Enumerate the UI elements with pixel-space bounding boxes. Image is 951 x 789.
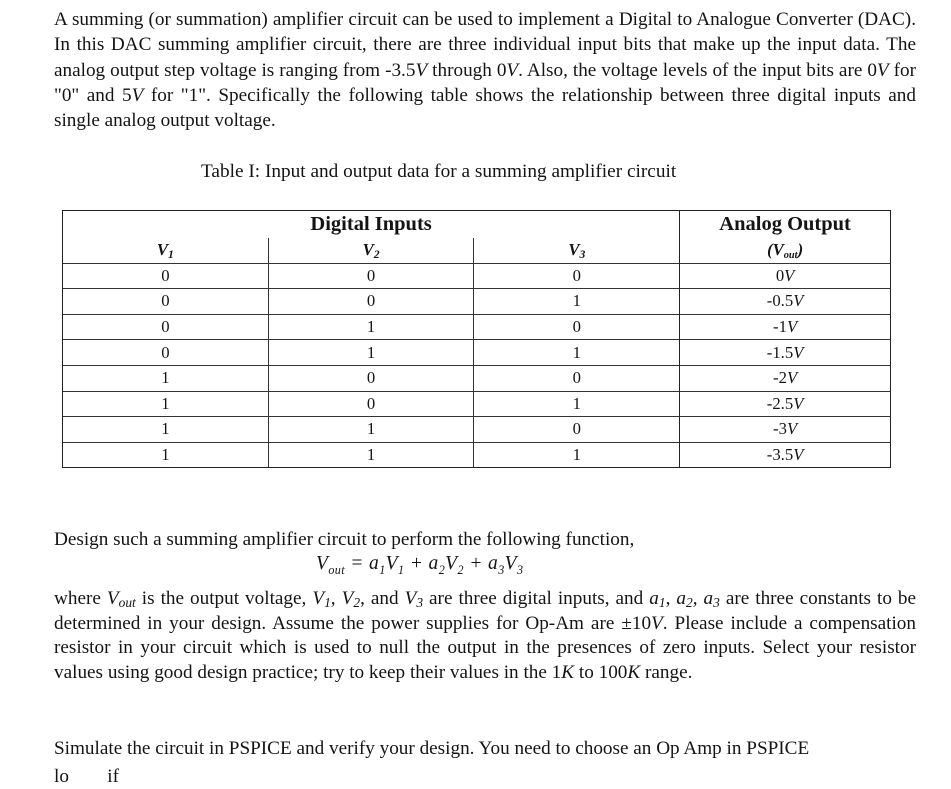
- col-vout: [680, 238, 891, 263]
- table-row: [63, 391, 891, 417]
- cell-v3: 1: [474, 391, 680, 417]
- col-v2-text: $V_2$: [362, 240, 380, 262]
- cell-out: -3V: [680, 417, 891, 443]
- cell-v1: 1: [63, 442, 269, 468]
- cut-off-line: lo if: [54, 766, 120, 787]
- cell-v2: 0: [268, 365, 474, 391]
- cell-v1: 1: [63, 391, 269, 417]
- cell-v3: 0: [474, 417, 680, 443]
- table-row: [63, 365, 891, 391]
- cell-v2: 0: [268, 263, 474, 289]
- design-instruction: Design such a summing amplifier circuit to perform the following function,: [54, 529, 635, 550]
- digital-inputs-header: Digital Inputs: [63, 211, 680, 239]
- table-row: [63, 263, 891, 289]
- cell-v1: 0: [63, 340, 269, 366]
- cell-v2: 1: [268, 417, 474, 443]
- cell-v1: 1: [63, 417, 269, 443]
- cell-out: 0V: [680, 263, 891, 289]
- table-row: [63, 417, 891, 443]
- col-v3: [474, 238, 680, 263]
- cell-out: -1.5V: [680, 340, 891, 366]
- cell-v3: 1: [474, 289, 680, 315]
- cell-v3: 1: [474, 340, 680, 366]
- simulate-instruction: Simulate the circuit in PSPICE and verify your design. You need to choose an Op Amp in PSPICE: [54, 738, 810, 759]
- cell-v2: 0: [268, 391, 474, 417]
- col-v1-text: $V_1$: [156, 240, 174, 262]
- cell-v3: 0: [474, 263, 680, 289]
- cell-v3: 1: [474, 442, 680, 468]
- analog-output-header: Analog Output: [680, 211, 891, 239]
- explanation-paragraph: where $V_{out}$ is the output voltage, $V_1$, $V_2$, and $V_3$ are three digital inputs, and $a_1$, $a_2$, $a_3$ are three constants to be determined in your design. Assume the power supplies for Op-Am are ±10V. Please include a compensation resistor in your circuit which is used to null the output in the presences of zero inputs. Select your resistor values using good design practice; try to keep their values in the 1K to 100K range.: [54, 588, 917, 683]
- table-row: [63, 442, 891, 468]
- cell-out: -2V: [680, 365, 891, 391]
- cell-v2: 0: [268, 289, 474, 315]
- col-v1: [63, 238, 269, 263]
- intro-paragraph: A summing (or summation) amplifier circuit can be used to implement a Digital to Analogue Converter (DAC). In this DAC summing amplifier circuit, there are three individual input bits that make up the input data. The analog output step voltage is ranging from -3.5V through 0V. Also, the voltage levels of the input bits are 0V for "0" and 5V for "1". Specifically the following table shows the relationship between three digital inputs and single analog output voltage.: [54, 9, 916, 132]
- cell-v2: 1: [268, 340, 474, 366]
- cell-out: -3.5V: [680, 442, 891, 468]
- cell-out: -0.5V: [680, 289, 891, 315]
- cell-v1: 0: [63, 314, 269, 340]
- table-row: [63, 314, 891, 340]
- table-row: [63, 340, 891, 366]
- cell-v1: 0: [63, 263, 269, 289]
- col-vout-text: $(V_{out})$: [767, 240, 804, 262]
- cell-v3: 0: [474, 365, 680, 391]
- col-v2: [268, 238, 474, 263]
- cell-v1: 0: [63, 289, 269, 315]
- transfer-equation: $V_{out} = a_1V_1 + a_2V_2 + a_3V_3$: [316, 553, 524, 577]
- cell-v3: 0: [474, 314, 680, 340]
- table-caption: Table I: Input and output data for a summing amplifier circuit: [201, 161, 677, 182]
- cell-v2: 1: [268, 314, 474, 340]
- cell-out: -2.5V: [680, 391, 891, 417]
- cell-v1: 1: [63, 365, 269, 391]
- cell-v2: 1: [268, 442, 474, 468]
- io-table: [62, 210, 891, 468]
- col-v3-text: $V_3$: [568, 240, 586, 262]
- table-row: [63, 289, 891, 315]
- cell-out: -1V: [680, 314, 891, 340]
